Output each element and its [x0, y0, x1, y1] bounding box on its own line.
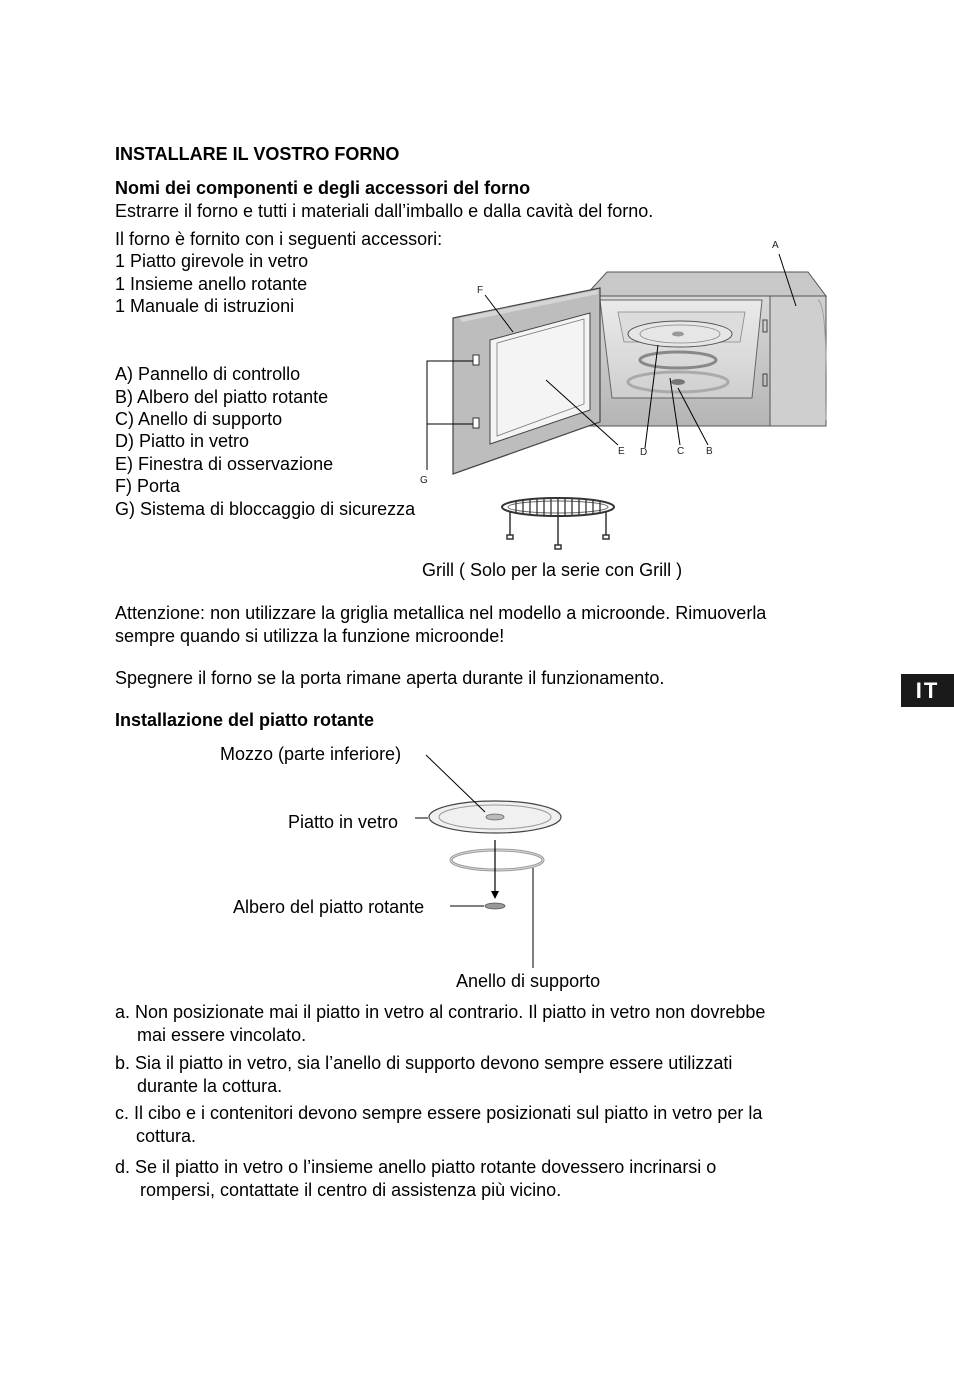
- note-d-line-2: rompersi, contattate il centro di assistenza più vicino.: [140, 1180, 562, 1200]
- part-item-c: C) Anello di supporto: [115, 409, 283, 429]
- diagram-letter-g: G: [420, 475, 428, 486]
- diagram-letter-f: F: [477, 285, 484, 296]
- note-b-line-2: durante la cottura.: [137, 1076, 283, 1096]
- turntable-shaft: [485, 903, 505, 909]
- section-heading-turntable: Installazione del piatto rotante: [115, 710, 375, 730]
- grill-caption: Grill ( Solo per la serie con Grill ): [422, 560, 683, 580]
- page-title: INSTALLARE IL VOSTRO FORNO: [115, 144, 400, 164]
- accessory-item: 1 Piatto girevole in vetro: [115, 251, 309, 271]
- door-open-note: Spegnere il forno se la porta rimane aperta durante il funzionamento.: [115, 668, 665, 688]
- language-tab: IT: [901, 674, 954, 707]
- accessory-item: 1 Manuale di istruzioni: [115, 296, 295, 316]
- warning-line-2: sempre quando si utilizza la funzione microonde!: [115, 626, 505, 646]
- diagram-letter-e: E: [618, 446, 625, 457]
- section-heading-components: Nomi dei componenti e degli accessori del forno: [115, 178, 531, 198]
- part-item-f: F) Porta: [115, 476, 181, 496]
- note-c-line-1: c. Il cibo e i contenitori devono sempre essere posizionati sul piatto in vetro per la: [115, 1103, 763, 1123]
- part-item-b: B) Albero del piatto rotante: [115, 387, 329, 407]
- note-d-line-1: d. Se il piatto in vetro o l’insieme anello piatto rotante dovessero incrinarsi o: [115, 1157, 717, 1177]
- label-shaft: Albero del piatto rotante: [233, 897, 425, 917]
- diagram-letter-b: B: [706, 446, 713, 457]
- note-a-line-2: mai essere vincolato.: [137, 1025, 307, 1045]
- label-glass-plate: Piatto in vetro: [288, 812, 399, 832]
- part-item-a: A) Pannello di controllo: [115, 364, 301, 384]
- note-c-line-2: cottura.: [136, 1126, 197, 1146]
- part-item-d: D) Piatto in vetro: [115, 431, 250, 451]
- accessory-item: 1 Insieme anello rotante: [115, 274, 308, 294]
- note-a-line-1: a. Non posizionate mai il piatto in vetro al contrario. Il piatto in vetro non dovrebbe: [115, 1002, 766, 1022]
- diagram-letter-d: D: [640, 447, 648, 458]
- diagram-letter-a: A: [772, 240, 779, 251]
- part-item-e: E) Finestra di osservazione: [115, 454, 334, 474]
- label-ring: Anello di supporto: [456, 971, 601, 991]
- note-b-line-1: b. Sia il piatto in vetro, sia l’anello di supporto devono sempre essere utilizzati: [115, 1053, 733, 1073]
- warning-line-1: Attenzione: non utilizzare la griglia metallica nel modello a microonde. Rimuoverla: [115, 603, 767, 623]
- intro-text: Estrarre il forno e tutti i materiali dall’imballo e dalla cavità del forno.: [115, 201, 654, 221]
- accessories-lead: Il forno è fornito con i seguenti accessori:: [115, 229, 443, 249]
- label-hub: Mozzo (parte inferiore): [220, 744, 402, 764]
- part-item-g: G) Sistema di bloccaggio di sicurezza: [115, 499, 416, 519]
- diagram-letter-c: C: [677, 446, 685, 457]
